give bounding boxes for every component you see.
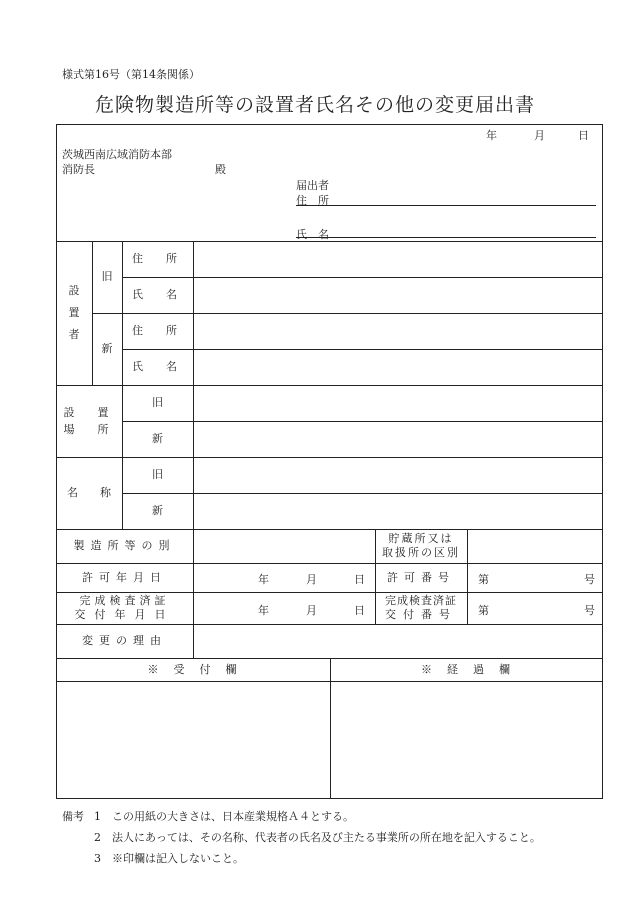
setchi-basho-label-1: 設 置 (63, 406, 115, 419)
old-name-label: 氏 名 (132, 288, 183, 301)
applicant-label: 届出者 (296, 179, 329, 192)
note-text: ※印欄は記入しないこと。 (112, 852, 244, 865)
kyoka-go-label: 号 (584, 573, 595, 586)
date-day-label: 日 (578, 129, 589, 142)
recipient-honorific: 殿 (215, 163, 226, 176)
note-text: この用紙の大きさは、日本産業規格Ａ４とする。 (112, 810, 354, 823)
kansei-date-label-2: 交付年月日 (74, 608, 175, 621)
keika-header: ※ 経 過 欄 (421, 662, 512, 676)
kyoka-day-label: 日 (354, 573, 365, 586)
new-address-label: 住 所 (132, 324, 183, 337)
old-label: 旧 (101, 270, 113, 283)
kyoka-year-label: 年 (258, 573, 269, 586)
kyoka-date-label: 許可年月日 (82, 570, 167, 584)
notes-label: 備考 (62, 810, 84, 823)
notes (62, 806, 541, 869)
old-address-label: 住 所 (132, 252, 183, 265)
recipient-line-1: 茨城西南広域消防本部 (62, 148, 172, 161)
form-number: 様式第16号（第14条関係） (62, 68, 200, 81)
note-item (62, 806, 541, 827)
note-text: 法人にあっては、その名称、代表者の氏名及び主たる事業所の所在地を記入すること。 (112, 831, 541, 844)
recipient-line-2: 消防長 (62, 163, 95, 176)
applicant-name-line[interactable] (296, 237, 596, 238)
kansei-no-label-2: 交付番号 (385, 608, 457, 621)
note-number: 3 (94, 852, 101, 865)
henko-riyu-label: 変更の理由 (82, 634, 167, 647)
kyoka-dai-label: 第 (478, 573, 489, 586)
meisho-old-label: 旧 (152, 468, 163, 481)
uketsuke-header: ※ 受 付 欄 (147, 662, 239, 676)
applicant-address-label: 住 所 (296, 194, 329, 207)
kansei-dai-label: 第 (478, 604, 489, 617)
note-item (62, 848, 541, 869)
kansei-go-label: 号 (584, 604, 595, 617)
note-number: 1 (94, 810, 101, 823)
note-item (62, 827, 541, 848)
applicant-name-label: 氏 名 (296, 228, 329, 241)
note-number: 2 (94, 831, 101, 844)
kansei-date-label-1: 完成検査済証 (79, 594, 170, 607)
setchi-basho-new-label: 新 (152, 432, 163, 445)
new-name-label: 氏 名 (132, 360, 183, 373)
chozo-kubetsu-label-1: 貯蔵所又は (388, 532, 454, 545)
setchisha-char-1: 設 (68, 284, 80, 297)
setchisha-char-3: 者 (68, 328, 80, 341)
setchisha-char-2: 置 (68, 306, 80, 319)
chozo-kubetsu-label-2: 取扱所の区別 (382, 546, 460, 559)
kansei-year-label: 年 (258, 604, 269, 617)
setchi-basho-label-2: 場 所 (63, 423, 115, 436)
seizo-betsu-label: 製造所等の別 (73, 539, 176, 552)
date-month-label: 月 (534, 129, 545, 142)
setchi-basho-old-label: 旧 (152, 396, 163, 409)
kyoka-month-label: 月 (306, 573, 317, 586)
kansei-no-label-1: 完成検査済証 (385, 594, 457, 607)
meisho-new-label: 新 (152, 504, 163, 517)
form-title: 危険物製造所等の設置者氏名その他の変更届出書 (94, 94, 535, 116)
kansei-day-label: 日 (354, 604, 365, 617)
date-year-label: 年 (486, 129, 497, 142)
new-label: 新 (101, 342, 113, 355)
meisho-label: 名 称 (67, 486, 111, 499)
kansei-month-label: 月 (306, 604, 317, 617)
kyoka-no-label: 許可番号 (387, 570, 455, 584)
applicant-address-line[interactable] (296, 205, 596, 206)
